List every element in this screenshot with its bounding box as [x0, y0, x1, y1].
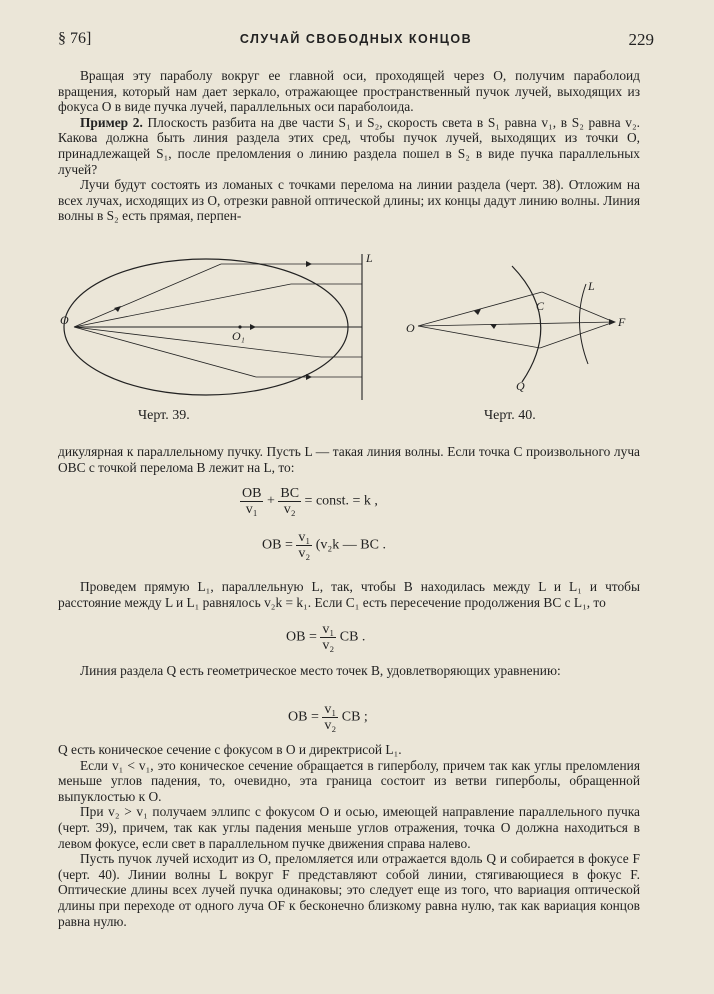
paragraph: Проведем прямую L₁, параллельную L, так, чтобы B находилась между L и L₁ и чтобы расстояние между L и L₁ равнялось v₂k = k₁. Если C₁ есть пересечение продолжения BC с L₁, то: [58, 579, 640, 610]
label-O: O: [406, 321, 415, 335]
label-L: L: [588, 279, 595, 293]
text-block-bottom: [58, 742, 640, 929]
formula-rhs: (v₂k — BC .: [315, 537, 386, 553]
fraction: $\frac{OB}{\text{v₁}}$: [242, 486, 262, 517]
label-C: C: [536, 299, 545, 313]
running-title: СЛУЧАЙ СВОБОДНЫХ КОНЦОВ: [239, 32, 473, 46]
label-F: F: [618, 315, 626, 329]
arrowhead: [490, 324, 497, 329]
label-Q: Q: [516, 379, 525, 393]
fraction: $\frac{\text{v₁}}{\text{v₂}}$: [324, 702, 337, 733]
ray: [74, 327, 256, 377]
formula-1: [240, 486, 378, 517]
fraction: $\frac{BC}{\text{v₂}}$: [280, 486, 300, 517]
ray: [418, 326, 540, 348]
formula-lhs: OB =: [262, 537, 293, 553]
wave-line-L: [579, 284, 588, 364]
running-header: [58, 30, 654, 54]
paragraph: Линия раздела Q есть геометрическое место точек B, удовлетворяющих уравнению:: [80, 663, 561, 678]
formula-rhs: CB ;: [341, 709, 368, 725]
formula-lhs: OB =: [288, 709, 319, 725]
text-block: [58, 579, 640, 610]
ray: [74, 284, 291, 327]
example-text: Плоскость разбита на две части S₁ и S₂, скорость света в S₁ равна v₁, в S₂ равна v₂. Какова должна быть линия раздела этих сред, чтобы пучок лучей, выходящих из точки O, принадлежащей S₁, после преломления о линию раздела пошел в S₂ в виде пучка параллельных лучей?: [58, 114, 640, 177]
formula-2: [262, 530, 386, 561]
paragraph: Пусть пучок лучей исходит из O, преломляется или отражается вдоль Q и собирается в фокусе F (черт. 40). Линии волны L вокруг F представляют собой линии, стягивающиеся в фокус F. Оптические длины всех лучей пучка одинаковы; это следует еще из того, что вариация оптической длины при переходе от одного луча OF к бесконечно близкому равна нулю, так как вариация концов равна нулю.: [58, 851, 640, 929]
ray: [540, 322, 614, 348]
arrowhead: [114, 306, 121, 312]
paragraph: Лучи будут состоять из ломаных с точками перелома на линии раздела (черт. 38). Отложим на всех лучах, исходящих из O, отрезки равной оптической длины; их концы дадут линию волны. Линия волны в S₂ есть прямая, перпен-: [58, 177, 640, 224]
figure-39-caption: Черт. 39.: [138, 408, 190, 423]
arrowhead: [306, 261, 312, 267]
arrowhead: [250, 324, 256, 330]
formula-4: [288, 702, 368, 733]
formula-lhs: OB =: [286, 629, 317, 645]
plus-sign: +: [266, 493, 275, 509]
formula-rhs: CB .: [339, 629, 366, 645]
figure-39: [56, 252, 386, 402]
label-O1: O₁: [232, 329, 245, 343]
page-number: 229: [628, 30, 654, 49]
fraction: $\frac{\text{v₁}}{\text{v₂}}$: [298, 530, 311, 561]
paragraph: Вращая эту параболу вокруг ее главной оси, проходящей через O, получим параболоид вращения, который нам дает зеркало, отражающее пространственный пучок лучей, выходящих из фокуса O в виде пучка лучей, параллельных оси параболоида.: [58, 68, 640, 115]
paragraph: дикулярная к параллельному пучку. Пусть L — такая линия волны. Если точка C произвольного луча OBC с точкой перелома B лежит на L, то:: [58, 444, 640, 475]
text-block: [58, 663, 640, 679]
paragraph: При v₂ > v₁ получаем эллипс с фокусом O и осью, имеющей направление параллельного пучка (черт. 39), причем, так как углы падения меньше углов отражения, точка O должна находиться в левом фокусе, если свет в параллельном пучке движения справа налево.: [58, 804, 640, 851]
ray: [418, 322, 614, 326]
ray: [418, 292, 542, 326]
section-reference: § 76]: [58, 30, 92, 47]
text-block: [58, 444, 640, 475]
fraction: $\frac{\text{v₁}}{\text{v₂}}$: [322, 622, 335, 653]
figure-40-caption: Черт. 40.: [484, 408, 536, 423]
ray: [74, 327, 321, 357]
example-paragraph: [58, 115, 640, 177]
arrowhead: [609, 319, 616, 325]
text-block-top: [58, 68, 640, 224]
figure-40: [404, 264, 644, 394]
example-label: Пример 2.: [80, 114, 143, 130]
label-O: O: [60, 313, 69, 327]
formula-3: [286, 622, 365, 653]
formula-rhs: = const. = k ,: [304, 493, 378, 509]
paragraph: Q есть коническое сечение с фокусом в O и директрисой L₁.: [58, 742, 402, 757]
arrowhead: [306, 374, 312, 380]
ray: [74, 264, 221, 327]
ray: [542, 292, 614, 322]
paragraph: Если v₁ < v₁, это коническое сечение обращается в гиперболу, причем так как углы преломления меньше углов падения, то, очевидно, эта граница состоит из ветви гиперболы, обращенной выпуклостью к O.: [58, 757, 640, 804]
label-L: L: [366, 251, 373, 265]
